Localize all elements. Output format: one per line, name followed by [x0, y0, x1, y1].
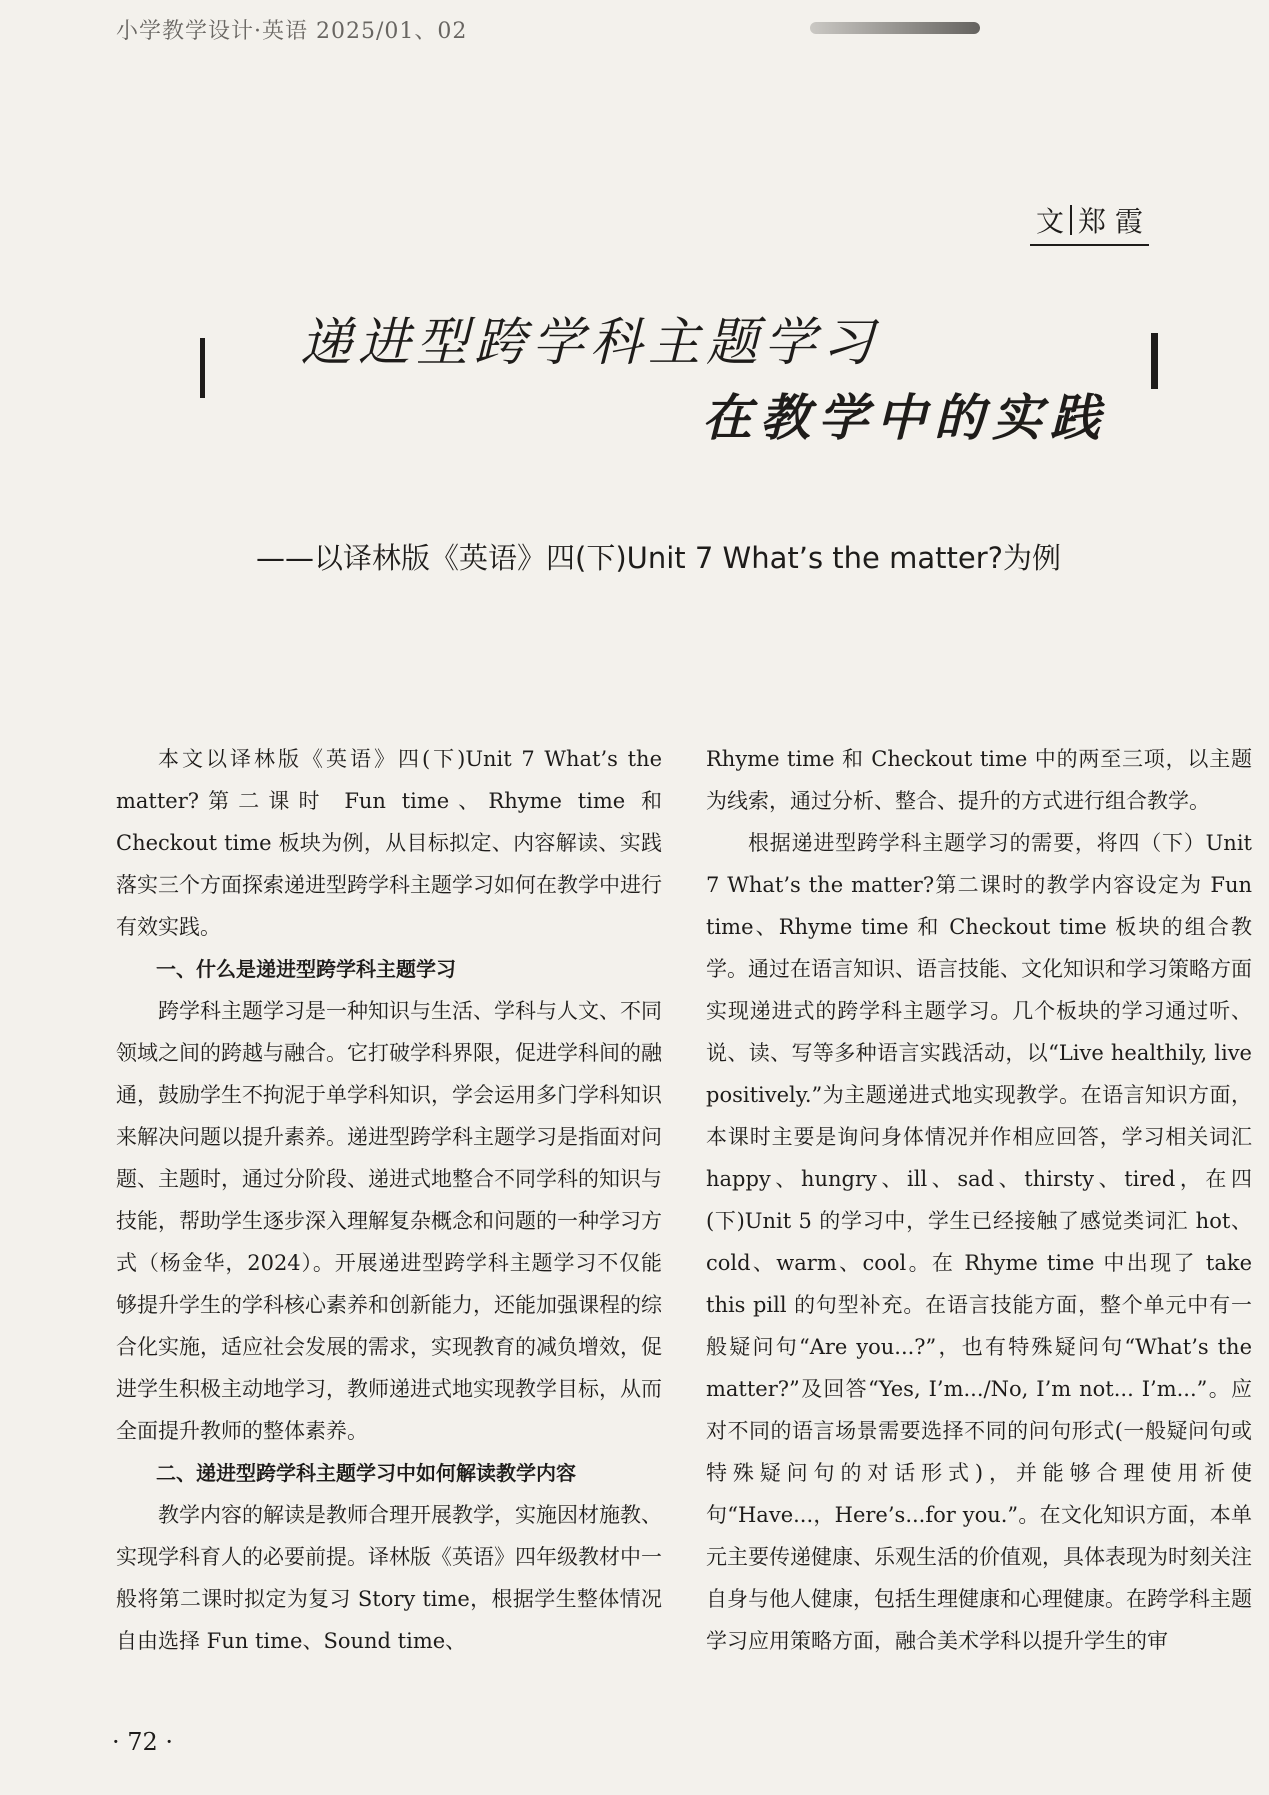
title-left-bar: [200, 338, 205, 398]
intro-paragraph: 本文以译林版《英语》四(下)Unit 7 What’s the matter?第二课时 Fun time、Rhyme time 和 Checkout time 板块为例，从目标拟定、内容解读、实践落实三个方面探索递进型跨学科主题学习如何在教学中进行有效实践。: [116, 747, 662, 939]
section-2-paragraph: 教学内容的解读是教师合理开展教学，实施因材施教、实现学科育人的必要前提。译林版《英语》四年级教材中一般将第二课时拟定为复习 Story time，根据学生整体情况自由选择 Fun time、Sound time、: [116, 1503, 662, 1653]
article-subtitle: ——以译林版《英语》四(下)Unit 7 What’s the matter?为例: [256, 541, 1062, 575]
page-number: · 72 ·: [112, 1728, 174, 1756]
section-heading-2: 二、递进型跨学科主题学习中如何解读教学内容: [156, 1461, 576, 1485]
section-heading-1: 一、什么是递进型跨学科主题学习: [156, 957, 456, 981]
article-title-line1: 递进型跨学科主题学习: [300, 313, 881, 373]
section-1-paragraph: 跨学科主题学习是一种知识与生活、学科与人文、不同领域之间的跨越与融合。它打破学科界限，促进学科间的融通，鼓励学生不拘泥于单学科知识，学会运用多门学科知识来解决问题以提升素养。递进型跨学科主题学习是指面对问题、主题时，通过分阶段、递进式地整合不同学科的知识与技能，帮助学生逐步深入理解复杂概念和问题的一种学习方式（杨金华，2024）。开展递进型跨学科主题学习不仅能够提升学生的学科核心素养和创新能力，还能加强课程的综合化实施，适应社会发展的需求，实现教育的减负增效，促进学生积极主动地学习，教师递进式地实现教学目标，从而全面提升教师的整体素养。: [116, 999, 662, 1443]
article-title-line2: 在教学中的实践: [702, 389, 1108, 447]
running-head: 小学教学设计·英语 2025/01、02: [116, 19, 468, 44]
left-column: [116, 738, 662, 1662]
byline-prefix: 文: [1036, 205, 1065, 238]
continued-paragraph: Rhyme time 和 Checkout time 中的两至三项，以主题为线索，通过分析、整合、提升的方式进行组合教学。: [706, 747, 1252, 813]
section-2-paragraph-2: 根据递进型跨学科主题学习的需要，将四（下）Unit 7 What’s the matter?第二课时的教学内容设定为 Fun time、Rhyme time 和 Checkout time 板块的组合教学。通过在语言知识、语言技能、文化知识和学习策略方面实现递进式的跨学科主题学习。几个板块的学习通过听、说、读、写等多种语言实践活动，以“Live healthily, live positively.”为主题递进式地实现教学。在语言知识方面，本课时主要是询问身体情况并作相应回答，学习相关词汇 happy、hungry、ill、sad、thirsty、tired，在四(下)Unit 5 的学习中，学生已经接触了感觉类词汇 hot、cold、warm、cool。在 Rhyme time 中出现了 take this pill 的句型补充。在语言技能方面，整个单元中有一般疑问句“Are you...?”，也有特殊疑问句“What’s the matter?”及回答“Yes, I’m.../No, I’m not... I’m...”。应对不同的语言场景需要选择不同的问句形式(一般疑问句或特殊疑问句的对话形式)，并能够合理使用祈使句“Have...，Here’s...for you.”。在文化知识方面，本单元主要传递健康、乐观生活的价值观，具体表现为时刻关注自身与他人健康，包括生理健康和心理健康。在跨学科主题学习应用策略方面，融合美术学科以提升学生的审: [706, 831, 1252, 1653]
byline-separator: [1070, 205, 1072, 235]
byline-author: 郑 霞: [1078, 205, 1143, 238]
title-right-bar: [1151, 333, 1158, 389]
right-column: [706, 738, 1252, 1662]
author-byline: [1030, 200, 1149, 246]
header-decorative-bar: [810, 22, 980, 34]
